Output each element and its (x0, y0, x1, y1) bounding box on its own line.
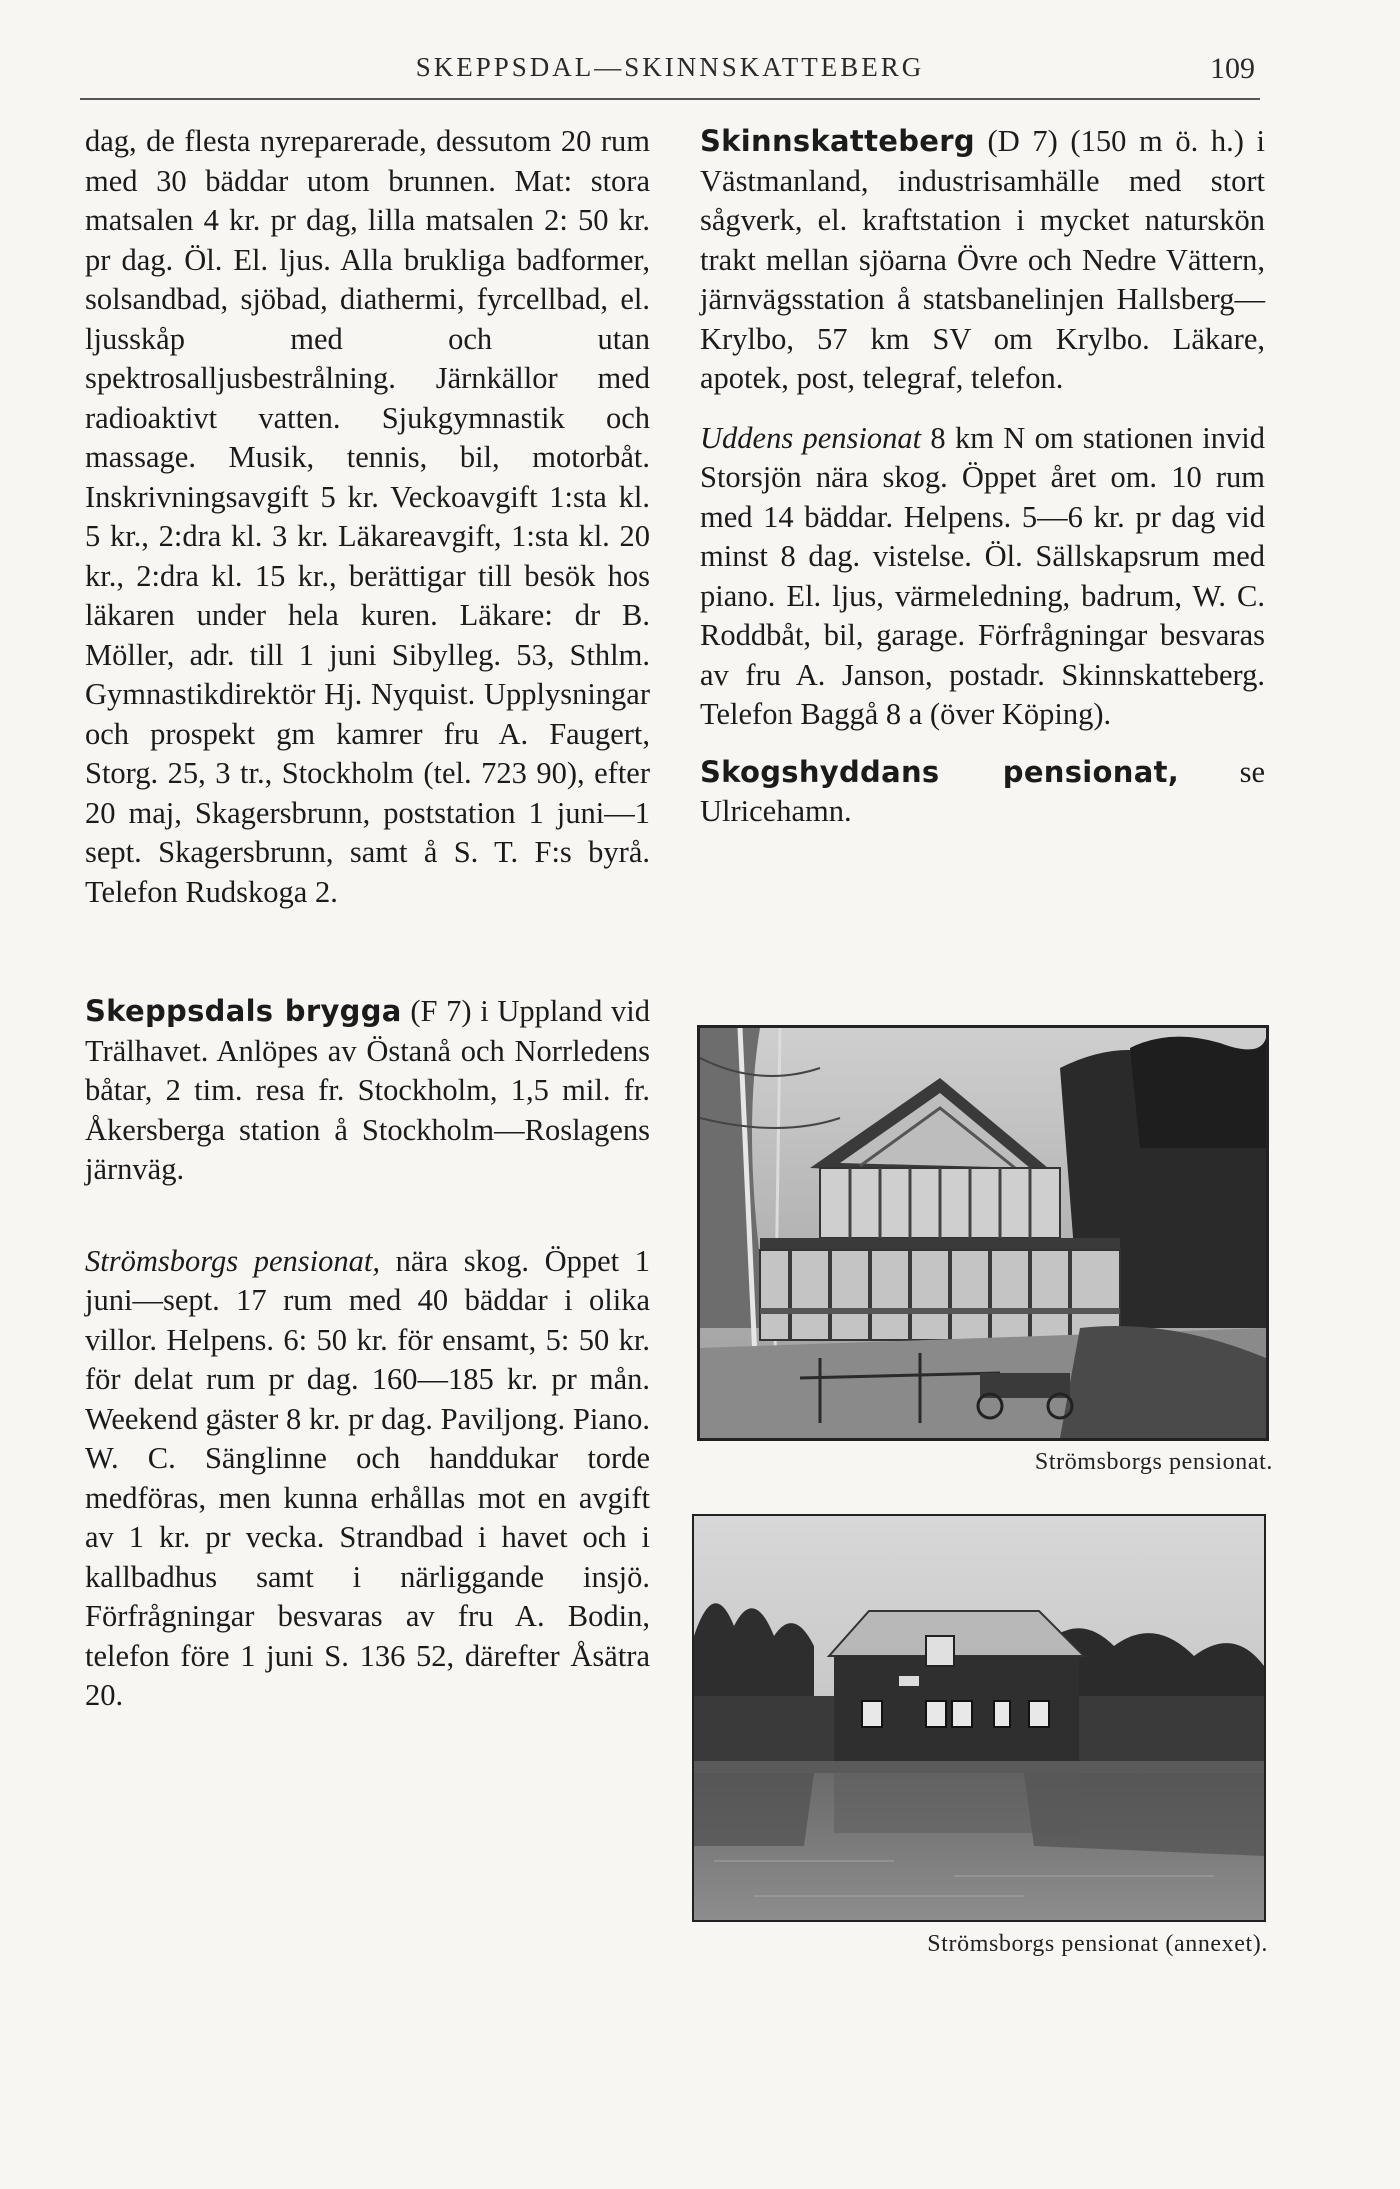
header-rule (80, 98, 1260, 100)
entry-text: (F 7) i Uppland vid Trälhavet. Anlöpes av Östanå och Norrledens båtar, 2 tim. resa fr. Stockholm, 1,5 mil. fr. Åkersberga station å Stockholm—Roslagens järnväg. (85, 994, 651, 1186)
entry-text: (D 7) (150 m ö. h.) i Västmanland, industrisamhälle med stort sågverk, el. kraftstation i mycket naturskön trakt mellan sjöarna Övre och Nedre Vättern, järnvägsstation å statsbanelinjen Hallsberg—Krylbo, 57 km SV om Krylbo. Läkare, apotek, post, telegraf, telefon. (700, 124, 1265, 395)
villa-photo-illustration (700, 1028, 1266, 1438)
entry-skinnskatteberg (700, 122, 1265, 399)
entry-title: Skeppsdals brygga (85, 994, 402, 1028)
left-column (85, 122, 650, 1716)
entry-title: Skinnskatteberg (700, 124, 975, 158)
entry-text: nära skog. Öppet 1 juni—sept. 17 rum med 40 bäddar i olika villor. Helpens. 6: 50 kr. för ensamt, 5: 50 kr. för delat rum pr dag. 160—185 kr. pr mån. Weekend gäster 8 kr. pr dag. Paviljong. Piano. W. C. Sänglinne och handdukar torde medföras, men kunna erhållas mot en avgift av 1 kr. pr vecka. Strandbad i havet och i kallbadhus samt i närliggande insjö. Förfrågningar besvaras av fru A. Bodin, telefon före 1 juni S. 136 52, därefter Åsätra 20. (85, 1243, 651, 1712)
entry-title: Skogshyddans pensionat, (700, 754, 1180, 789)
annex-photo-illustration (694, 1516, 1264, 1920)
running-head: SKEPPSDAL—SKINNSKATTEBERG (415, 52, 925, 82)
entry-skogshyddans-pensionat (700, 753, 1265, 832)
entry-skeppsdals-brygga (85, 992, 650, 1190)
entry-text: 8 km N om stationen invid Storsjön nära skog. Öppet året om. 10 rum med 14 bäddar. Helpens. 5—6 kr. pr dag vid minst 8 dag. vistelse. Öl. Sällskapsrum med piano. El. ljus, värmeledning, badrum, W. C. Roddbåt, bil, garage. Förfrågningar besvaras av fru A. Janson, postadr. Skinnskatteberg. Telefon Baggå 8 a (över Köping). (700, 420, 1265, 731)
entry-uddens-pensionat (700, 419, 1265, 735)
entry-text: se Ulricehamn. (700, 754, 1265, 828)
continued-entry-text: dag, de flesta nyreparerade, dessutom 20 rum med 30 bäddar utom brunnen. Mat: stora matsalen 4 kr. pr dag, lilla matsalen 2: 50 kr. pr dag. Öl. El. ljus. Alla brukliga badformer, solsandbad, sjöbad, diathermi, fyrcellbad, el. ljusskåp med och utan spektrosalljusbestrålning. Järnkällor med radioaktivt vatten. Sjukgymnastik och massage. Musik, tennis, bil, motorbåt. Inskrivningsavgift 5 kr. Veckoavgift 1:sta kl. 5 kr., 2:dra kl. 3 kr. Läkareavgift, 1:sta kl. 20 kr., 2:dra kl. 15 kr., berättigar till besök hos läkaren under hela kuren. Läkare: dr B. Möller, adr. till 1 juni Sibylleg. 53, Sthlm. Gymnastikdirektör Hj. Nyquist. Upplysningar och prospekt gm kamrer fru A. Faugert, Storg. 25, 3 tr., Stockholm (tel. 723 90), efter 20 maj, Skagersbrunn, poststation 1 juni—1 sept. Skagersbrunn, samt å S. T. F:s byrå. Telefon Rudskoga 2. (85, 124, 650, 909)
entry-stromsborgs-pensionat (85, 1242, 650, 1716)
photo-caption: Strömsborgs pensionat (annexet). (927, 1931, 1268, 1957)
photo-caption: Strömsborgs pensionat. (1034, 1449, 1273, 1475)
photo-stromsborgs-annexet (692, 1514, 1266, 1922)
entry-title: Strömsborgs pensionat, (85, 1243, 380, 1278)
page-number: 109 (1210, 52, 1255, 85)
entry-title: Uddens pensionat (700, 420, 922, 455)
photo-stromsborgs-pensionat (697, 1025, 1269, 1441)
right-column (700, 122, 1265, 832)
